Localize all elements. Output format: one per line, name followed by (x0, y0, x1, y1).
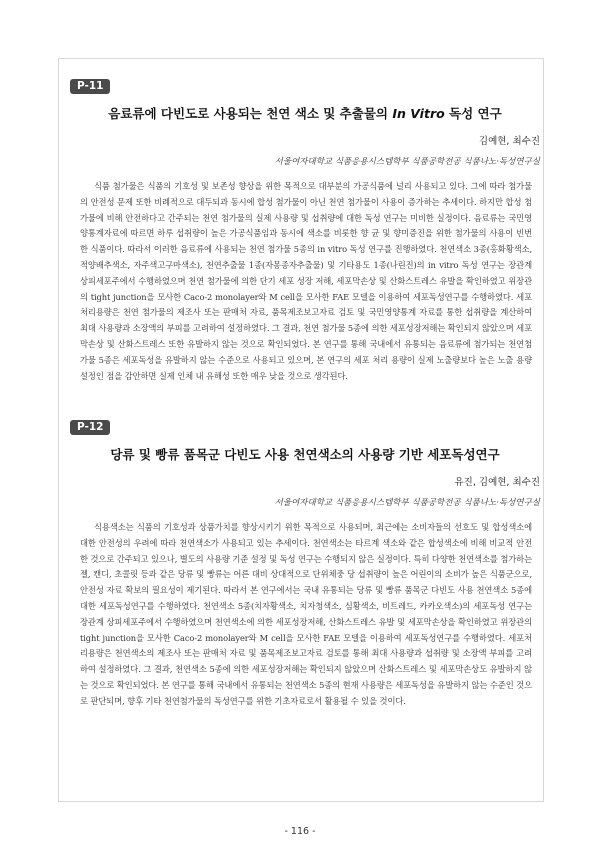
affiliation: 서울여자대학교 식품응용시스템학부 식품공학전공 식품나노·독성연구실 (274, 157, 540, 167)
abstract-p11 (70, 74, 540, 384)
abstract-p12 (70, 415, 540, 710)
abstract-code-badge: P-11 (70, 79, 110, 94)
title-text: 당류 및 빵류 품목군 다빈도 사용 천연색소의 사용량 기반 세포독성연구 (110, 447, 500, 462)
title-text: 음료류에 다빈도로 사용되는 천연 색소 및 추출물의 (108, 106, 393, 121)
abstract-title (70, 104, 540, 122)
abstract-title (70, 445, 540, 463)
page-number: - 116 - (284, 826, 316, 837)
title-italic-text: In Vitro (392, 106, 445, 121)
title-text-end: 독성 연구 (444, 106, 502, 121)
authors: 김예현, 최수진 (478, 136, 540, 147)
affiliation: 서울여자대학교 식품응용시스템학부 식품공학전공 식품나노·독성연구실 (274, 498, 540, 508)
abstract-code-badge: P-12 (70, 420, 110, 435)
authors: 유진, 김예현, 최수진 (454, 477, 540, 488)
abstract-body: 식품 첨가물은 식품의 기호성 및 보존성 향상을 위한 목적으로 대부분의 가공식품에 널리 사용되고 있다. 그에 따라 첨가물의 안전성 문제 또한 비례적으로 대두되과 동시에 합성 첨가물이 아닌 천연 첨가물이 사용이 증가하는 추세이다. 하지만 합성 첨가물에 비해 안전하다고 간주되는 천연 첨가물의 실제 사용량 및 섭취량에 대한 독성 연구는 미비한 실정이다. 음료류는 국민영양통계자료에 따르면 하루 섭취량이 높은 가공식품임과 동시에 색소를 비롯한 향 균 및 향미증진을 위한 첨가물의 사용이 빈번한 식품이다. 따라서 이러한 음료류에 사용되는 천연 첨가물 5종의 in vitro 독성 연구를 진행하였다. 천연색소 3종(홍화황색소, 적양배추색소, 자주색고구마색소), 천연추출물 1종(자몽종자추출물) 및 기타용도 1종(나린진)의 in vitro 독성 연구는 장관계 상피세포주에서 수행하였으며 천연 첨가물에 의한 단기 세포 성장 저해, 세포막손상 및 산화스트레스 유발을 확인하였고 위장관의 tight junction을 모사한 Caco-2 monolayer와 M cell을 모사한 FAE 모델을 이용하여 세포독성연구를 수행하였다. 세포처리용량은 천연 첨가물의 제조사 또는 판매처 자료, 품목제조보고자료 검토 및 국민영양통계 자료를 통한 섭취량을 계산하여 최대 사용량과 소장액의 부피를 고려하여 설정하였다. 그 결과, 천연 첨가물 5종에 의한 세포성장저해는 확인되지 않았으며 세포막손상 및 산화스트레스 또한 유발하지 않는 것으로 확인되었다. 본 연구를 통해 국내에서 유통되는 음료류에 첨가되는 천연첨가물 5종은 세포독성을 유발하지 않는 수준으로 사용되고 있으며, 본 연구의 세포 처리 용량이 실제 노출량보다 높은 노출 용량 설정인 점을 감안하면 실제 인체 내 유해성 또한 매우 낮을 것으로 생각된다. (80, 181, 532, 381)
abstract-body: 식용색소는 식품의 기호성과 상품가치를 향상시키기 위한 목적으로 사용되며, 최근에는 소비자들의 선호도 및 합성색소에 대한 안전성의 우려에 따라 천연색소가 사용되고 있는 추세이다. 천연색소는 타르계 색소와 같은 합성색소에 비해 비교적 안전한 것으로 간주되고 있으나, 별도의 사용량 기준 설정 및 독성 연구는 수행되지 않은 실정이다. 특히 다양한 천연색소를 첨가하는 젤, 캔디, 초콜릿 등과 같은 당류 및 빵류는 어른 대비 상대적으로 단위체중 당 섭취량이 높은 어린이의 소비가 높은 식품군으로, 안전성 자료 확보의 필요성이 제기된다. 따라서 본 연구에서는 국내 유통되는 당류 및 빵류 품목군 다빈도 사용 천연색소 5종에 대한 세포독성연구를 수행하였다. 천연색소 5종(치자황색소, 치자청색소, 심황색소, 비트레드, 카카오색소)의 세포독성 연구는 장관계 상피세포주에서 수행하였으며 천연색소에 의한 세포성장저해, 산화스트레스 유발 및 세포막손상을 확인하였고 위장관의 tight junction을 모사한 Caco-2 monolayer와 M cell을 모사한 FAE 모델을 이용하여 세포독성연구를 수행하였다. 세포처리용량은 천연색소의 제조사 또는 판매처 자료 및 품목제조보고자료 검토를 통해 최대 사용량과 섭취량 및 소장액 부피를 고려하여 설정하였다. 그 결과, 천연색소 5종에 의한 세포성장저해는 확인되지 않았으며 산화스트레스 및 세포막손상도 유발하지 않는 것으로 확인되었다. 본 연구를 통해 국내에서 유통되는 천연색소 5종의 현재 사용량은 세포독성을 유발하지 않는 수준인 것으로 판단되며, 향후 기타 천연첨가물의 독성연구를 위한 기초자료로서 활용될 수 있을 것이다. (80, 522, 532, 706)
